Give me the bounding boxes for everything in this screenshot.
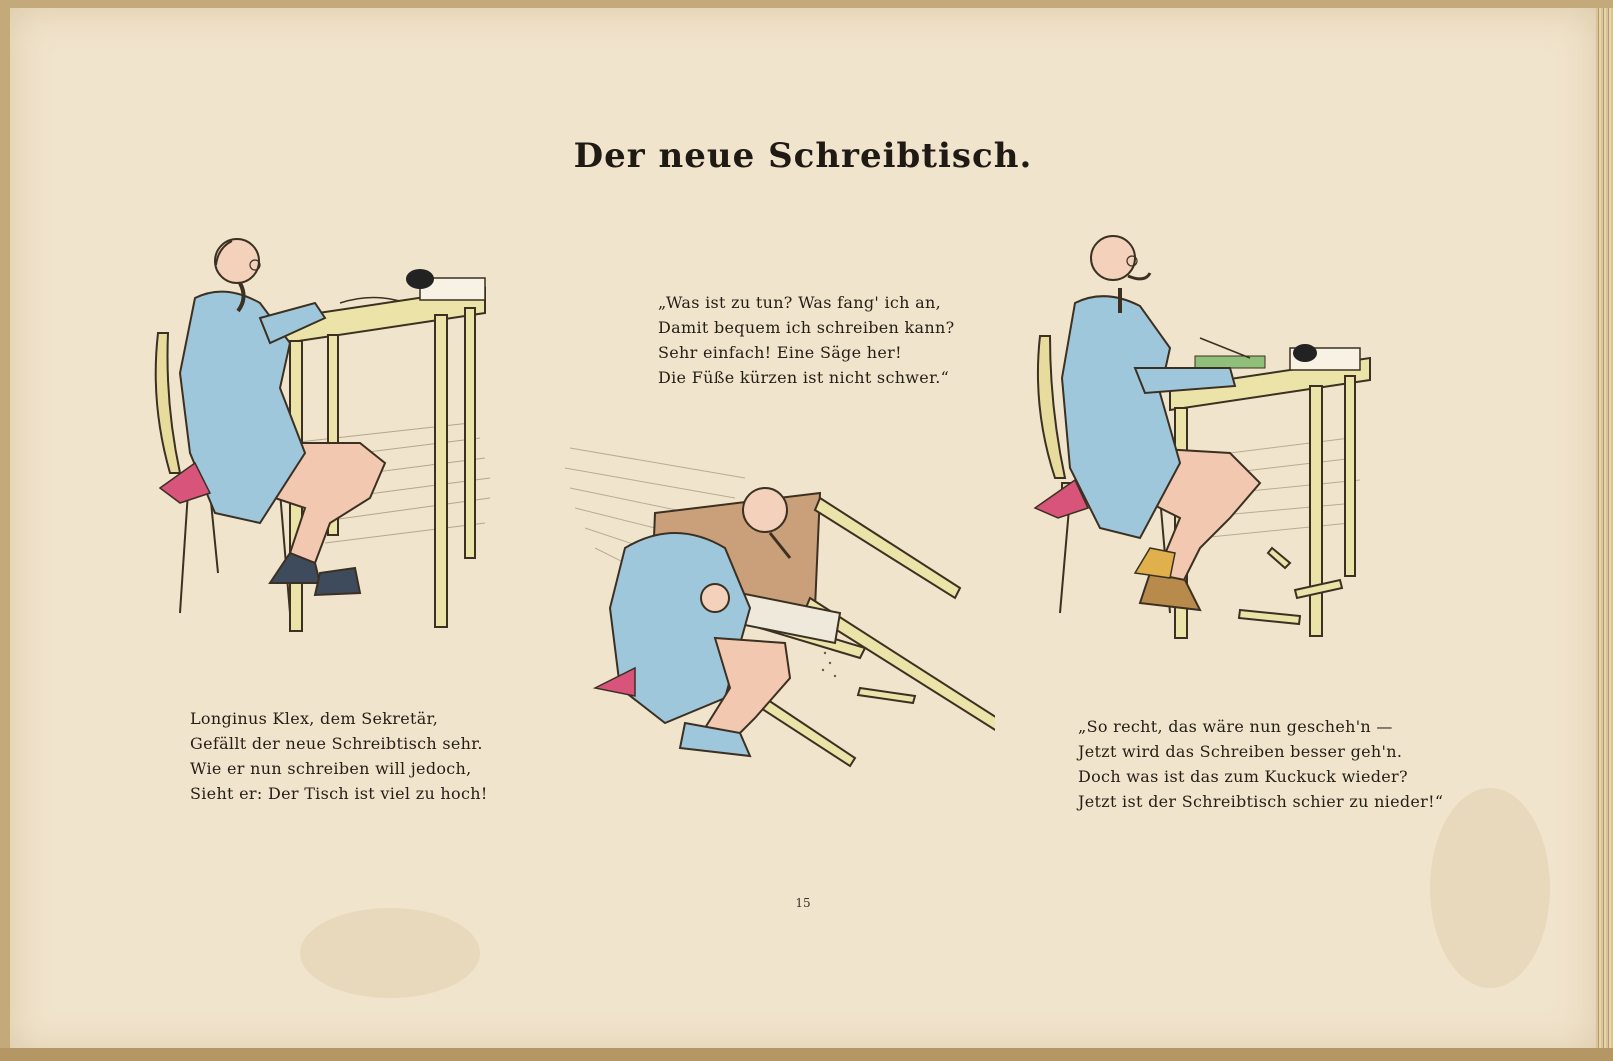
verse-line: Sehr einfach! Eine Säge her! [658,343,902,362]
verse-line: „So recht, das wäre nun gescheh'n — [1078,717,1393,736]
verse-line: „Was ist zu tun? Was fang' ich an, [658,293,941,312]
page-title: Der neue Schreibtisch. [573,136,1033,176]
verse-line: Die Füße kürzen ist nicht schwer.“ [658,368,950,387]
verse-line: Gefällt der neue Schreibtisch sehr. [190,734,483,753]
verse-line: Wie er nun schreiben will jedoch, [190,759,472,778]
verse-line: Jetzt wird das Schreiben besser geh'n. [1078,742,1403,761]
verse-line: Sieht er: Der Tisch ist viel zu hoch! [190,784,488,803]
verse-line: Jetzt ist der Schreibtisch schier zu nieder!“ [1078,792,1444,811]
verse-line: Longinus Klex, dem Sekretär, [190,709,439,728]
verse-line: Damit bequem ich schreiben kann? [658,318,955,337]
paper-stain [300,908,480,998]
verse-middle [658,290,954,390]
book-page [10,8,1596,1053]
illustration-tall-desk [140,223,520,643]
book-cover-edge [0,1048,1613,1061]
verse-left [190,706,488,806]
verse-right [1078,714,1443,814]
illustration-short-desk [1020,218,1400,648]
paper-stain [1430,788,1550,988]
page-stack-edge [1596,8,1613,1053]
verse-line: Doch was ist das zum Kuckuck wieder? [1078,767,1408,786]
illustration-sawing-desk [565,438,995,778]
page-number: 15 [795,896,811,910]
